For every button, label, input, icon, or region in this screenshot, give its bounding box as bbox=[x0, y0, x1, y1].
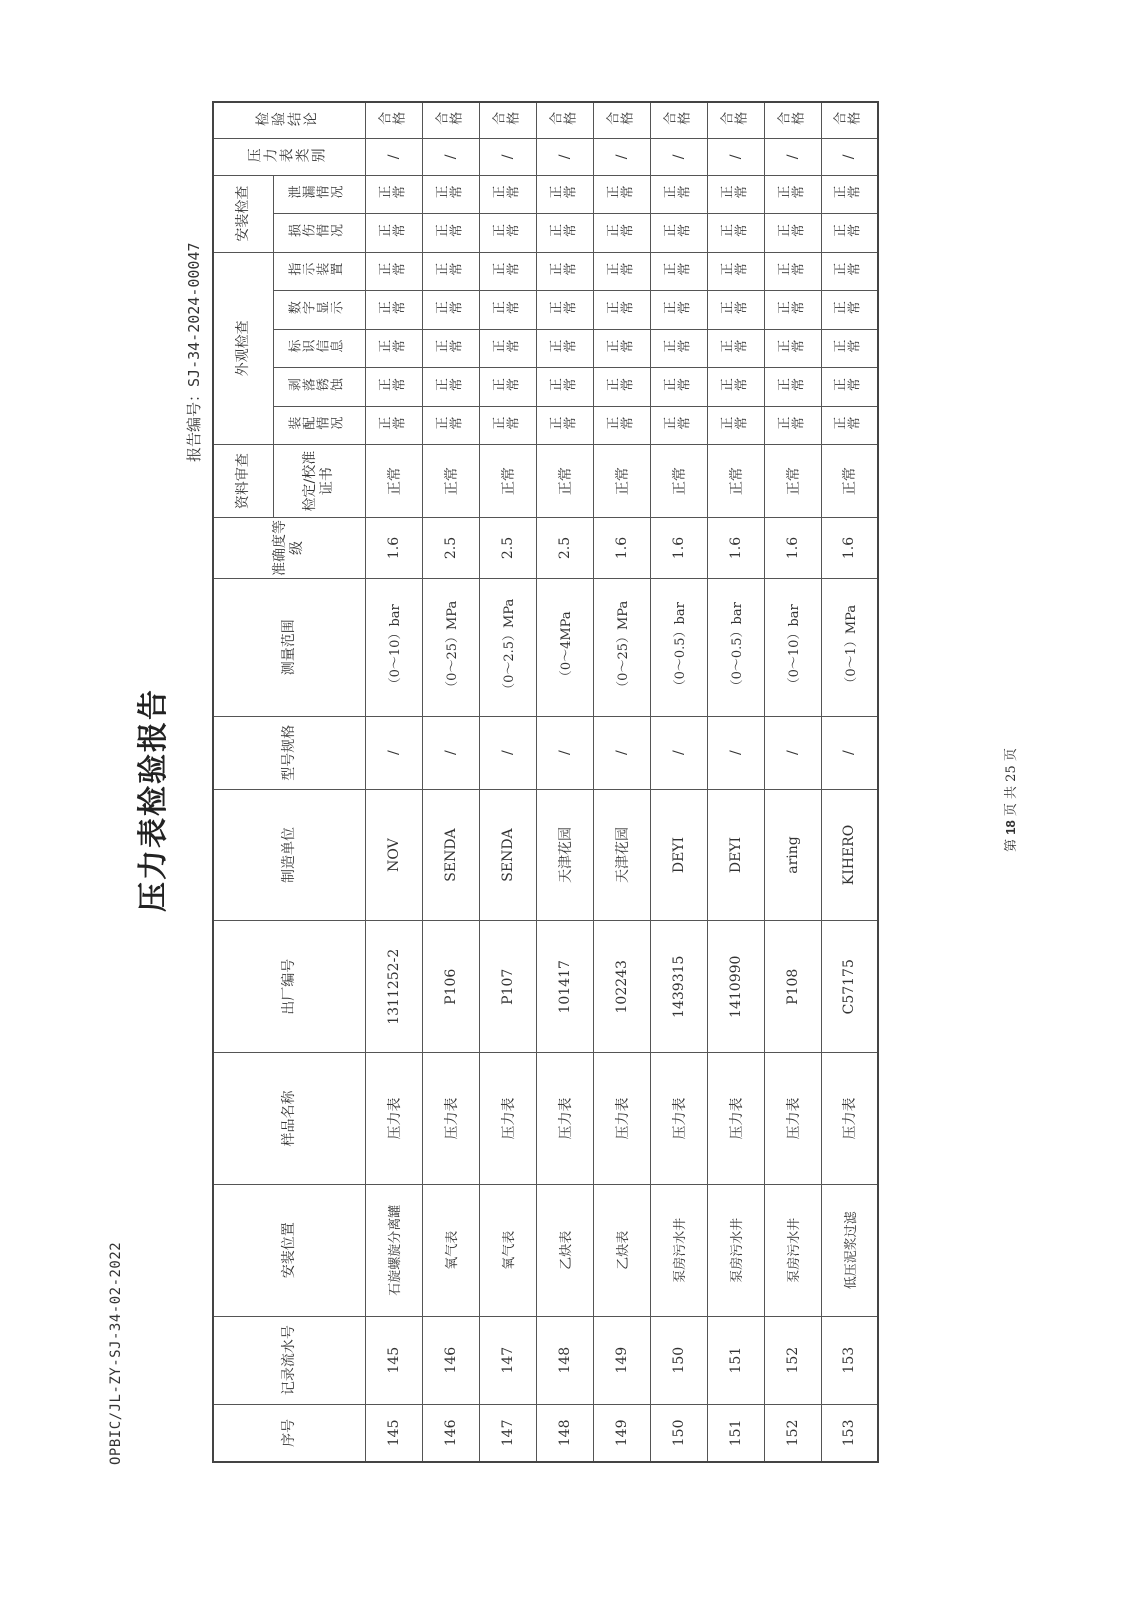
cell-location: 乙炔表 bbox=[593, 1184, 650, 1316]
cell-location: 泵房污水井 bbox=[650, 1184, 707, 1316]
cell-sample-name: 压力表 bbox=[536, 1053, 593, 1185]
cell-app-digital: 正常 bbox=[422, 291, 479, 330]
header-docs-cert: 检定/校准证书 bbox=[273, 445, 365, 518]
cell-model: / bbox=[821, 716, 878, 789]
cell-app-pointer: 正常 bbox=[422, 252, 479, 291]
header-docs: 资料审查 bbox=[213, 445, 273, 518]
cell-app-peel: 正常 bbox=[650, 368, 707, 407]
cell-record: 153 bbox=[821, 1316, 878, 1404]
cell-inst-damage: 正常 bbox=[479, 214, 536, 253]
inspection-table bbox=[212, 101, 879, 1463]
header-factory-no: 出厂编号 bbox=[213, 921, 365, 1053]
report-number-label: 报告编号： bbox=[185, 386, 203, 462]
cell-range: （0～4MPa bbox=[536, 578, 593, 716]
cell-inst-leak: 正常 bbox=[593, 175, 650, 214]
cell-inst-damage: 正常 bbox=[536, 214, 593, 253]
cell-docs: 正常 bbox=[479, 445, 536, 518]
cell-gauge-type: / bbox=[707, 139, 764, 175]
cell-app-assembly: 正常 bbox=[536, 406, 593, 445]
cell-maker: NOV bbox=[365, 789, 422, 921]
header-gauge-type: 压力表类别 bbox=[213, 139, 365, 175]
cell-app-pointer: 正常 bbox=[536, 252, 593, 291]
cell-conclusion: 合格 bbox=[650, 102, 707, 139]
cell-app-pointer: 正常 bbox=[707, 252, 764, 291]
cell-app-pointer: 正常 bbox=[479, 252, 536, 291]
cell-gauge-type: / bbox=[422, 139, 479, 175]
cell-app-assembly: 正常 bbox=[479, 406, 536, 445]
cell-factory-no: 1410990 bbox=[707, 921, 764, 1053]
header-app-digital: 数字显示 bbox=[273, 291, 365, 330]
cell-app-label: 正常 bbox=[365, 329, 422, 368]
cell-docs: 正常 bbox=[650, 445, 707, 518]
cell-app-digital: 正常 bbox=[707, 291, 764, 330]
cell-inst-leak: 正常 bbox=[764, 175, 821, 214]
report-title: 压力表检验报告 bbox=[136, 688, 171, 912]
header-conclusion: 检验结论 bbox=[213, 102, 365, 139]
header-range: 测量范围 bbox=[213, 578, 365, 716]
cell-maker: aring bbox=[764, 789, 821, 921]
cell-model: / bbox=[365, 716, 422, 789]
cell-record: 149 bbox=[593, 1316, 650, 1404]
cell-model: / bbox=[650, 716, 707, 789]
cell-inst-leak: 正常 bbox=[821, 175, 878, 214]
table-row bbox=[536, 102, 593, 1462]
cell-app-peel: 正常 bbox=[821, 368, 878, 407]
cell-app-label: 正常 bbox=[422, 329, 479, 368]
cell-app-peel: 正常 bbox=[479, 368, 536, 407]
report-number bbox=[183, 242, 204, 462]
cell-factory-no: C57175 bbox=[821, 921, 878, 1053]
cell-accuracy: 1.6 bbox=[707, 518, 764, 579]
cell-app-peel: 正常 bbox=[422, 368, 479, 407]
cell-location: 泵房污水井 bbox=[707, 1184, 764, 1316]
header-app-label: 标识信息 bbox=[273, 329, 365, 368]
cell-app-pointer: 正常 bbox=[821, 252, 878, 291]
cell-inst-leak: 正常 bbox=[365, 175, 422, 214]
cell-app-peel: 正常 bbox=[365, 368, 422, 407]
cell-location: 低压泥浆过滤 bbox=[821, 1184, 878, 1316]
cell-inst-damage: 正常 bbox=[365, 214, 422, 253]
cell-inst-damage: 正常 bbox=[422, 214, 479, 253]
cell-conclusion: 合格 bbox=[422, 102, 479, 139]
cell-model: / bbox=[593, 716, 650, 789]
table-row bbox=[764, 102, 821, 1462]
cell-gauge-type: / bbox=[593, 139, 650, 175]
cell-docs: 正常 bbox=[707, 445, 764, 518]
cell-inst-leak: 正常 bbox=[707, 175, 764, 214]
cell-conclusion: 合格 bbox=[365, 102, 422, 139]
cell-record: 147 bbox=[479, 1316, 536, 1404]
table-row bbox=[365, 102, 422, 1462]
cell-docs: 正常 bbox=[764, 445, 821, 518]
cell-inst-leak: 正常 bbox=[536, 175, 593, 214]
cell-maker: SENDA bbox=[422, 789, 479, 921]
cell-record: 151 bbox=[707, 1316, 764, 1404]
cell-factory-no: P106 bbox=[422, 921, 479, 1053]
header-install: 安装检查 bbox=[213, 175, 273, 252]
cell-conclusion: 合格 bbox=[593, 102, 650, 139]
cell-inst-damage: 正常 bbox=[764, 214, 821, 253]
cell-app-label: 正常 bbox=[593, 329, 650, 368]
cell-seq: 150 bbox=[650, 1404, 707, 1462]
cell-app-peel: 正常 bbox=[593, 368, 650, 407]
cell-app-pointer: 正常 bbox=[650, 252, 707, 291]
page-footer: 第 18 页 共 25 页 bbox=[1003, 748, 1019, 852]
cell-app-label: 正常 bbox=[764, 329, 821, 368]
cell-factory-no: 101417 bbox=[536, 921, 593, 1053]
table-row bbox=[593, 102, 650, 1462]
cell-model: / bbox=[479, 716, 536, 789]
cell-app-peel: 正常 bbox=[707, 368, 764, 407]
cell-inst-leak: 正常 bbox=[650, 175, 707, 214]
cell-conclusion: 合格 bbox=[479, 102, 536, 139]
cell-accuracy: 1.6 bbox=[764, 518, 821, 579]
cell-range: （0～2.5）MPa bbox=[479, 578, 536, 716]
cell-app-label: 正常 bbox=[650, 329, 707, 368]
cell-gauge-type: / bbox=[479, 139, 536, 175]
page-total: 25 bbox=[1004, 765, 1019, 782]
cell-accuracy: 1.6 bbox=[650, 518, 707, 579]
cell-accuracy: 1.6 bbox=[365, 518, 422, 579]
cell-inst-leak: 正常 bbox=[422, 175, 479, 214]
cell-app-assembly: 正常 bbox=[650, 406, 707, 445]
cell-gauge-type: / bbox=[821, 139, 878, 175]
cell-app-assembly: 正常 bbox=[422, 406, 479, 445]
cell-range: （0～0.5）bar bbox=[707, 578, 764, 716]
cell-app-digital: 正常 bbox=[536, 291, 593, 330]
cell-model: / bbox=[764, 716, 821, 789]
cell-location: 泵房污水井 bbox=[764, 1184, 821, 1316]
cell-inst-damage: 正常 bbox=[650, 214, 707, 253]
cell-record: 150 bbox=[650, 1316, 707, 1404]
cell-factory-no: P107 bbox=[479, 921, 536, 1053]
cell-conclusion: 合格 bbox=[821, 102, 878, 139]
cell-range: （0～10）bar bbox=[764, 578, 821, 716]
cell-model: / bbox=[536, 716, 593, 789]
header-app-peel: 剥落锈蚀 bbox=[273, 368, 365, 407]
cell-accuracy: 1.6 bbox=[593, 518, 650, 579]
cell-inst-damage: 正常 bbox=[821, 214, 878, 253]
cell-app-pointer: 正常 bbox=[365, 252, 422, 291]
table-row bbox=[422, 102, 479, 1462]
cell-docs: 正常 bbox=[365, 445, 422, 518]
header-inst-leak: 泄漏情况 bbox=[273, 175, 365, 214]
cell-app-digital: 正常 bbox=[479, 291, 536, 330]
cell-app-peel: 正常 bbox=[764, 368, 821, 407]
cell-accuracy: 2.5 bbox=[422, 518, 479, 579]
cell-app-assembly: 正常 bbox=[365, 406, 422, 445]
cell-seq: 152 bbox=[764, 1404, 821, 1462]
header-location: 安装位置 bbox=[213, 1184, 365, 1316]
cell-maker: DEYI bbox=[650, 789, 707, 921]
cell-factory-no: 102243 bbox=[593, 921, 650, 1053]
report-number-value: SJ-34-2024-00047 bbox=[185, 242, 203, 387]
cell-seq: 147 bbox=[479, 1404, 536, 1462]
cell-sample-name: 压力表 bbox=[365, 1053, 422, 1185]
header-accuracy: 准确度等级 bbox=[213, 518, 365, 579]
cell-app-assembly: 正常 bbox=[821, 406, 878, 445]
cell-record: 146 bbox=[422, 1316, 479, 1404]
cell-gauge-type: / bbox=[536, 139, 593, 175]
table-row bbox=[821, 102, 878, 1462]
table-row bbox=[650, 102, 707, 1462]
cell-model: / bbox=[707, 716, 764, 789]
cell-factory-no: 1439315 bbox=[650, 921, 707, 1053]
cell-seq: 145 bbox=[365, 1404, 422, 1462]
cell-maker: DEYI bbox=[707, 789, 764, 921]
cell-app-digital: 正常 bbox=[650, 291, 707, 330]
cell-factory-no: 1311252-2 bbox=[365, 921, 422, 1053]
header-sample-name: 样品名称 bbox=[213, 1053, 365, 1185]
cell-range: （0～25）MPa bbox=[593, 578, 650, 716]
cell-range: （0～1）MPa bbox=[821, 578, 878, 716]
header-app-pointer: 指示装置 bbox=[273, 252, 365, 291]
cell-seq: 151 bbox=[707, 1404, 764, 1462]
cell-app-label: 正常 bbox=[536, 329, 593, 368]
cell-seq: 153 bbox=[821, 1404, 878, 1462]
cell-app-assembly: 正常 bbox=[593, 406, 650, 445]
cell-app-pointer: 正常 bbox=[764, 252, 821, 291]
cell-record: 152 bbox=[764, 1316, 821, 1404]
header-inst-damage: 损伤情况 bbox=[273, 214, 365, 253]
cell-docs: 正常 bbox=[536, 445, 593, 518]
cell-app-digital: 正常 bbox=[365, 291, 422, 330]
cell-inst-leak: 正常 bbox=[479, 175, 536, 214]
cell-gauge-type: / bbox=[650, 139, 707, 175]
cell-location: 乙炔表 bbox=[536, 1184, 593, 1316]
table-row bbox=[479, 102, 536, 1462]
cell-app-assembly: 正常 bbox=[707, 406, 764, 445]
table-row bbox=[707, 102, 764, 1462]
cell-location: 氧气表 bbox=[479, 1184, 536, 1316]
cell-maker: 天津花园 bbox=[593, 789, 650, 921]
cell-app-digital: 正常 bbox=[821, 291, 878, 330]
page-number: 18 bbox=[1003, 820, 1018, 835]
cell-conclusion: 合格 bbox=[536, 102, 593, 139]
cell-gauge-type: / bbox=[764, 139, 821, 175]
cell-app-digital: 正常 bbox=[593, 291, 650, 330]
cell-range: （0～0.5）bar bbox=[650, 578, 707, 716]
cell-docs: 正常 bbox=[821, 445, 878, 518]
cell-app-assembly: 正常 bbox=[764, 406, 821, 445]
cell-app-label: 正常 bbox=[707, 329, 764, 368]
header-seq: 序号 bbox=[213, 1404, 365, 1462]
cell-conclusion: 合格 bbox=[707, 102, 764, 139]
header-maker: 制造单位 bbox=[213, 789, 365, 921]
cell-seq: 149 bbox=[593, 1404, 650, 1462]
document-code: OPBIC/JL-ZY-SJ-34-02-2022 bbox=[108, 1241, 124, 1465]
cell-sample-name: 压力表 bbox=[764, 1053, 821, 1185]
cell-app-pointer: 正常 bbox=[593, 252, 650, 291]
cell-range: （0～10）bar bbox=[365, 578, 422, 716]
cell-accuracy: 1.6 bbox=[821, 518, 878, 579]
cell-location: 氧气表 bbox=[422, 1184, 479, 1316]
table-body bbox=[365, 102, 878, 1462]
cell-seq: 148 bbox=[536, 1404, 593, 1462]
header-model: 型号规格 bbox=[213, 716, 365, 789]
cell-app-label: 正常 bbox=[821, 329, 878, 368]
cell-record: 145 bbox=[365, 1316, 422, 1404]
cell-inst-damage: 正常 bbox=[593, 214, 650, 253]
cell-gauge-type: / bbox=[365, 139, 422, 175]
cell-app-peel: 正常 bbox=[536, 368, 593, 407]
cell-accuracy: 2.5 bbox=[479, 518, 536, 579]
cell-app-digital: 正常 bbox=[764, 291, 821, 330]
cell-sample-name: 压力表 bbox=[650, 1053, 707, 1185]
cell-sample-name: 压力表 bbox=[593, 1053, 650, 1185]
cell-app-label: 正常 bbox=[479, 329, 536, 368]
header-appearance: 外观检查 bbox=[213, 252, 273, 445]
cell-docs: 正常 bbox=[422, 445, 479, 518]
cell-conclusion: 合格 bbox=[764, 102, 821, 139]
header-record: 记录流水号 bbox=[213, 1316, 365, 1404]
cell-maker: SENDA bbox=[479, 789, 536, 921]
cell-inst-damage: 正常 bbox=[707, 214, 764, 253]
cell-maker: 天津花园 bbox=[536, 789, 593, 921]
cell-docs: 正常 bbox=[593, 445, 650, 518]
cell-model: / bbox=[422, 716, 479, 789]
cell-maker: KIHERO bbox=[821, 789, 878, 921]
cell-sample-name: 压力表 bbox=[479, 1053, 536, 1185]
cell-sample-name: 压力表 bbox=[821, 1053, 878, 1185]
cell-record: 148 bbox=[536, 1316, 593, 1404]
cell-location: 石旋螺旋分离罐 bbox=[365, 1184, 422, 1316]
cell-sample-name: 压力表 bbox=[422, 1053, 479, 1185]
cell-accuracy: 2.5 bbox=[536, 518, 593, 579]
cell-seq: 146 bbox=[422, 1404, 479, 1462]
header-app-assembly: 装配情况 bbox=[273, 406, 365, 445]
cell-range: （0～25）MPa bbox=[422, 578, 479, 716]
cell-factory-no: P108 bbox=[764, 921, 821, 1053]
cell-sample-name: 压力表 bbox=[707, 1053, 764, 1185]
